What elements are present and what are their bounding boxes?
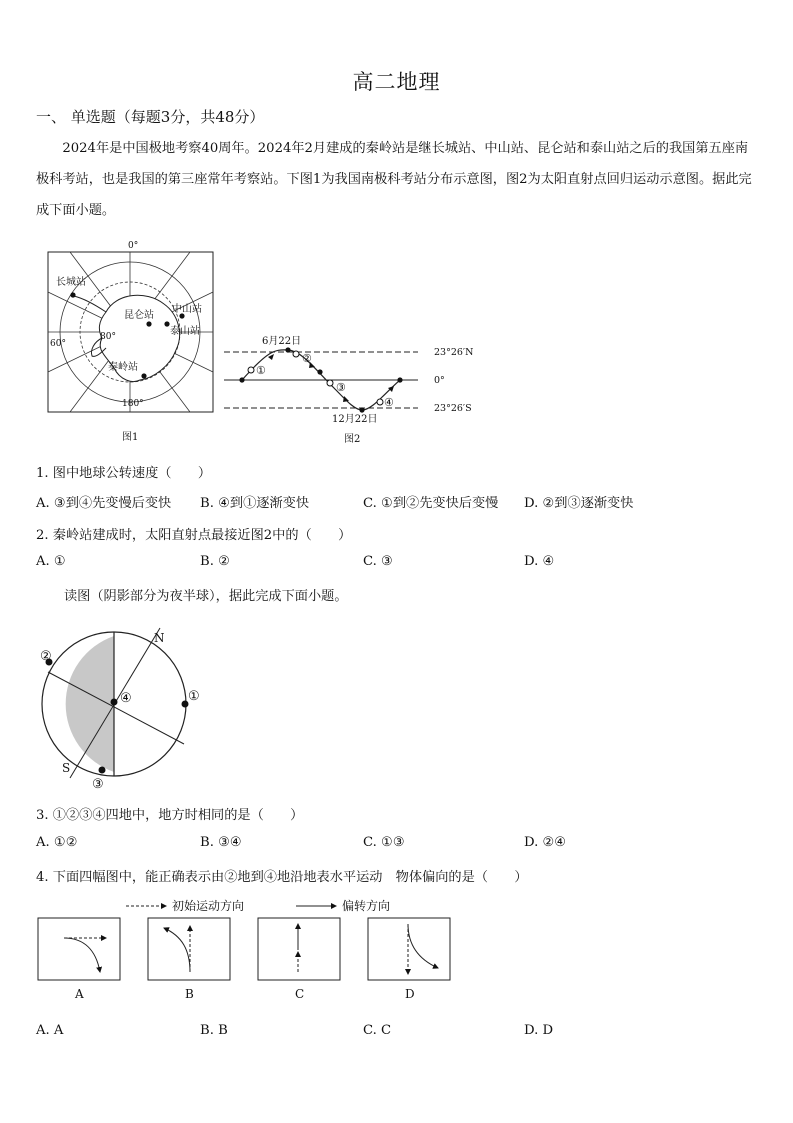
fig2-label-dec22: 12月22日: [332, 414, 378, 425]
figure-1-caption: 图1: [122, 432, 139, 443]
panel-label-b: B: [185, 987, 194, 1001]
station-label-qinling: 秦岭站: [108, 362, 138, 373]
panel-label-a: A: [75, 987, 84, 1001]
fig3-point-1: ①: [188, 689, 200, 704]
station-label-changcheng: 长城站: [56, 277, 86, 288]
figure-3-day-night-globe: [34, 622, 214, 794]
legend-deflect-direction: 偏转方向: [342, 899, 391, 913]
q3-option-c[interactable]: C. ①③: [363, 835, 405, 850]
q4-option-b[interactable]: B. B: [200, 1023, 228, 1038]
figure-1-antarctica-map: [46, 238, 221, 448]
q4-option-c[interactable]: C. C: [363, 1023, 392, 1038]
fig2-point-3: ③: [336, 381, 346, 394]
q3-option-b[interactable]: B. ③④: [200, 835, 242, 850]
figure-4-deflection-panels: [36, 894, 466, 1006]
fig2-label-north: 23°26′N: [434, 347, 474, 358]
q4-option-d[interactable]: D. D: [524, 1023, 554, 1038]
station-changcheng-dot: [70, 292, 75, 297]
q2-option-c[interactable]: C. ③: [363, 554, 393, 569]
q2-option-a[interactable]: A. ①: [36, 554, 66, 569]
fig2-point-4: ④: [384, 396, 394, 409]
fig2-label-south: 23°26′S: [434, 403, 472, 414]
fig3-label-south: S: [62, 761, 71, 775]
legend-initial-direction: 初始运动方向: [172, 899, 245, 913]
q1-option-a[interactable]: A. ③到④先变慢后变快: [36, 496, 172, 511]
fig3-point-2: ②: [40, 649, 52, 664]
station-label-taishan: 泰山站: [170, 326, 200, 337]
section-label: 一、 单选题: [36, 108, 116, 126]
fig1-label-0: 0°: [128, 241, 139, 251]
fig1-label-60: 60°: [50, 339, 66, 349]
station-kunlun-dot: [146, 321, 151, 326]
figure-2-sun-migration: [222, 332, 502, 447]
fig3-point-3: ③: [92, 777, 104, 792]
q3-option-a[interactable]: A. ①②: [36, 835, 78, 850]
q2-option-d[interactable]: D. ④: [524, 554, 555, 569]
section-heading: [36, 106, 264, 127]
question-4: 4. 下面四幅图中，能正确表示由②地到④地沿地表水平运动 物体偏向的是（ ）: [36, 870, 528, 885]
page-title: 高二地理: [352, 70, 441, 94]
q1-option-c[interactable]: C. ①到②先变快后变慢: [363, 496, 499, 511]
q2-option-b[interactable]: B. ②: [200, 554, 230, 569]
station-qinling-dot: [141, 373, 146, 378]
q1-option-d[interactable]: D. ②到③逐渐变快: [524, 496, 634, 511]
q4-option-a[interactable]: A. A: [36, 1023, 64, 1038]
question-3: 3. ①②③④四地中，地方时相同的是（ ）: [36, 808, 304, 823]
question-2: 2. 秦岭站建成时，太阳直射点最接近图2中的（ ）: [36, 528, 352, 543]
station-taishan-dot: [164, 321, 169, 326]
figure-3-intro: 读图（阴影部分为夜半球），据此完成下面小题。: [64, 589, 348, 604]
fig2-point-2: ②: [302, 352, 312, 365]
station-label-kunlun: 昆仑站: [124, 310, 154, 321]
figure-2-caption: 图2: [344, 434, 361, 445]
fig1-label-80: 80°: [100, 332, 116, 342]
panel-label-c: C: [295, 987, 305, 1001]
fig1-label-180: 180°: [122, 399, 144, 409]
q1-option-b[interactable]: B. ④到①逐渐变快: [200, 496, 310, 511]
fig2-label-equator: 0°: [434, 375, 445, 386]
station-label-zhongshan: 中山站: [172, 304, 202, 315]
intro-paragraph: 2024年是中国极地考察40周年。2024年2月建成的秦岭站是继长城站、中山站、昆仑站和泰山站之后的我国第五座南极科考站，也是我国的第三座常年考察站。下图1为我国南极科考站分布示意图，图2为太阳直射点回归运动示意图。据此完成下面小题。: [36, 141, 752, 218]
fig2-label-jun22: 6月22日: [262, 336, 302, 347]
q3-option-d[interactable]: D. ②④: [524, 835, 567, 850]
panel-label-d: D: [405, 987, 415, 1001]
fig2-point-1: ①: [256, 364, 266, 377]
question-1: 1. 图中地球公转速度（ ）: [36, 466, 212, 481]
fig3-point-4: ④: [120, 691, 132, 706]
fig3-label-north: N: [154, 631, 165, 645]
section-note: （每题3分，共48分）: [115, 108, 265, 126]
